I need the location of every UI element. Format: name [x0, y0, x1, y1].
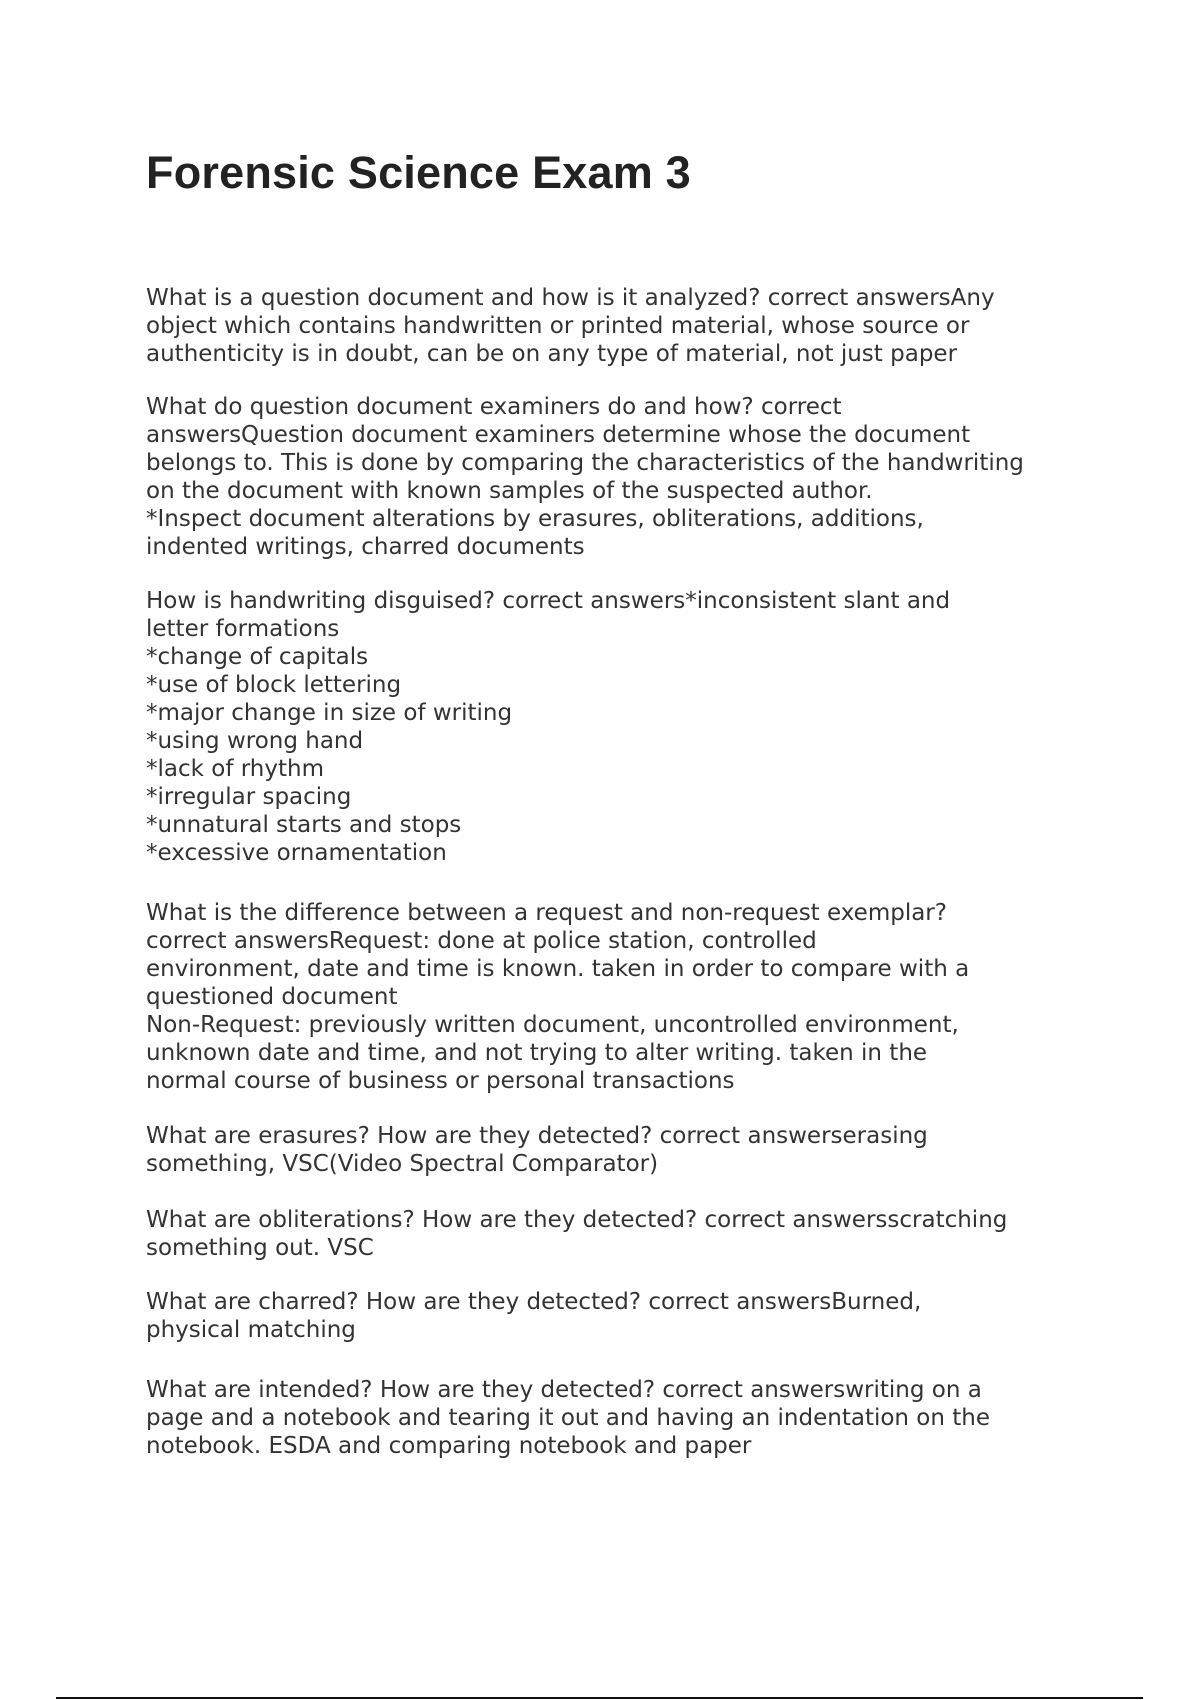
qa-entry-handwriting-disguise: How is handwriting disguised? correct answers*inconsistent slant and letter formations *change of capitals *use of block lettering *major change in size of writing *using wrong hand *lack of rhythm *irregular spacing *unnatural starts and stops *excessive ornamentation [146, 588, 951, 866]
document-body [146, 284, 1086, 1460]
qa-entry-document-examiners: What do question document examiners do and how? correct answersQuestion document examiners determine whose the document belongs to. This is done by comparing the characteristics of the handwriting on the document with known samples of the suspected author. *Inspect document alterations by erasures, obliterations, additions, indented writings, charred documents [146, 394, 1024, 560]
qa-entry-obliterations: What are obliterations? How are they detected? correct answersscratching something out. VSC [146, 1207, 1008, 1261]
qa-entry-charred: What are charred? How are they detected? correct answersBurned, physical matching [146, 1289, 922, 1343]
qa-entry-question-document: What is a question document and how is it analyzed? correct answersAny object which contains handwritten or printed material, whose source or authenticity is in doubt, can be on any type of material, not just paper [146, 285, 995, 367]
qa-entry-erasures: What are erasures? How are they detected? correct answerserasing something, VSC(Video Spectral Comparator) [146, 1123, 928, 1177]
footer-divider [56, 1697, 1143, 1699]
page-title: Forensic Science Exam 3 [146, 147, 691, 198]
qa-entry-indented: What are intended? How are they detected? correct answerswriting on a page and a notebook and tearing it out and having an indentation on the notebook. ESDA and comparing notebook and paper [146, 1377, 991, 1459]
qa-entry-exemplars: What is the difference between a request and non-request exemplar? correct answersRequest: done at police station, controlled environment, date and time is known. taken in order to compare with a questioned document Non-Request: previously written document, uncontrolled environment, unknown date and time, and not trying to alter writing. taken in the normal course of business or personal transactions [146, 900, 970, 1094]
